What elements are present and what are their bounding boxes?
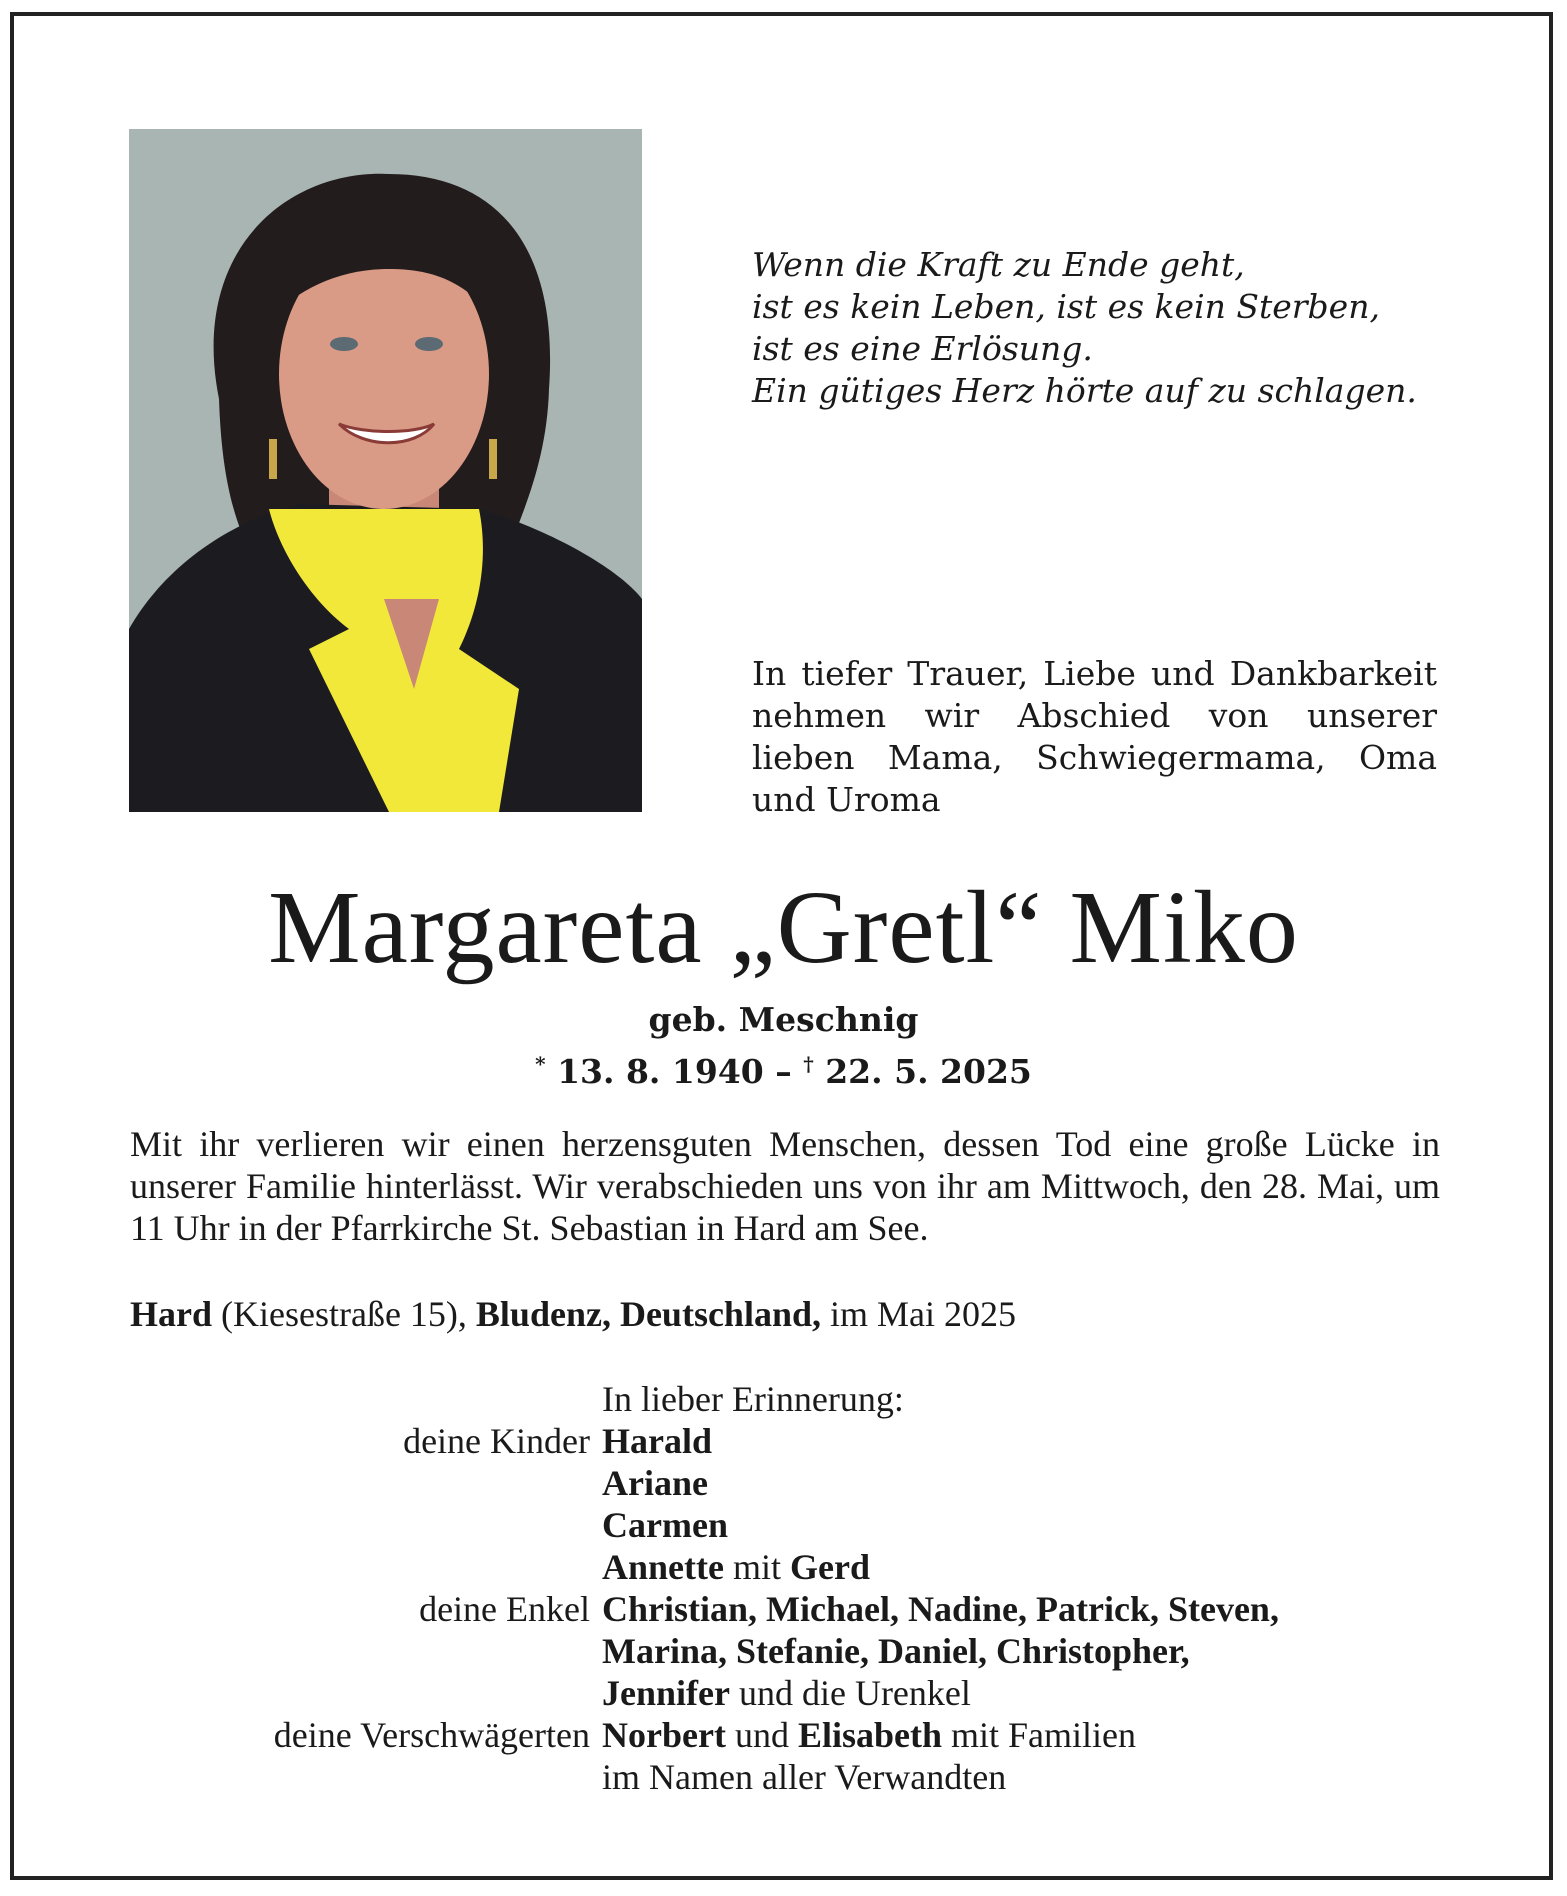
great-grandchildren: und die Urenkel [729,1673,971,1713]
grandchildren-names: Christian, Michael, Nadine, Patrick, Steven, [602,1589,1279,1629]
inlaw-name: Norbert [602,1715,726,1755]
place-date: im Mai 2025 [821,1294,1016,1334]
grandchildren-row [0,1672,1567,1714]
portrait-illustration [129,129,642,812]
grandchild-name: Jennifer [602,1673,730,1713]
child-name: Carmen [602,1505,728,1545]
life-dates [60,1042,1507,1094]
poem-verse [752,244,1472,412]
grandchildren-label: deine Enkel [419,1589,590,1629]
mourners-list [0,1378,1567,1798]
children-row [0,1546,1567,1588]
child-name: Annette [602,1547,724,1587]
birth-symbol: * [535,1052,546,1076]
place-others: Bludenz, Deutschland, [475,1294,821,1334]
poem-line: ist es kein Leben, ist es kein Sterben, [752,287,1380,326]
child-name: Ariane [602,1463,708,1503]
inlaw-name: Elisabeth [797,1715,942,1755]
closing-row [0,1756,1567,1798]
death-date: 22. 5. 2025 [825,1052,1032,1091]
date-dash: – [763,1052,804,1091]
grandchildren-names: Marina, Stefanie, Daniel, Christopher, [602,1631,1190,1671]
grandchildren-row [0,1630,1567,1672]
inlaws-label: deine Verschwägerten [273,1715,590,1755]
place-and-date [130,1293,1440,1335]
poem-line: ist es eine Erlösung. [752,329,1093,368]
poem-line: Ein gütiges Herz hörte auf zu schlagen. [752,371,1417,410]
place-address: (Kiesestraße 15), [212,1294,476,1334]
children-row [0,1504,1567,1546]
inlaws-row [0,1714,1567,1756]
death-symbol: † [803,1052,814,1076]
grandchildren-row [0,1588,1567,1630]
signoff-heading-row [0,1378,1567,1420]
children-label: deine Kinder [403,1421,590,1461]
partner-name: Gerd [790,1547,870,1587]
child-name: Harald [602,1421,713,1461]
grandchildren-last [602,1672,971,1714]
children-row [0,1462,1567,1504]
intro-text: In tiefer Trauer, Liebe und Dankbarkeit nehmen wir Abschied von unserer lieben Mama, Schwiegermama, Oma und Uroma [752,654,1437,819]
signoff-heading: In lieber Erinnerung: [602,1379,904,1419]
birth-date: 13. 8. 1940 [557,1052,764,1091]
poem-line: Wenn die Kraft zu Ende geht, [752,245,1245,284]
closing-line: im Namen aller Verwandten [602,1757,1007,1797]
birth-name: geb. Meschnig [648,1000,919,1039]
with-families: mit Familien [942,1715,1136,1755]
funeral-message: Mit ihr verlieren wir einen herzensguten Menschen, dessen Tod eine große Lücke in unserer Familie hinterlässt. Wir verabschieden uns von ihr am Mittwoch, den 28. Mai, um 11 Uhr in der Pfarrkirche St. Sebastian in Hard am See. [130,1124,1440,1248]
child-with-partner [602,1546,870,1588]
and-word: und [725,1715,798,1755]
inlaws-names [602,1714,1136,1756]
children-row [0,1420,1567,1462]
deceased-name: Margareta „Gretl“ Miko [268,870,1299,985]
with-word: mit [723,1547,790,1587]
place-town: Hard [130,1294,213,1334]
portrait-photo [129,129,642,812]
